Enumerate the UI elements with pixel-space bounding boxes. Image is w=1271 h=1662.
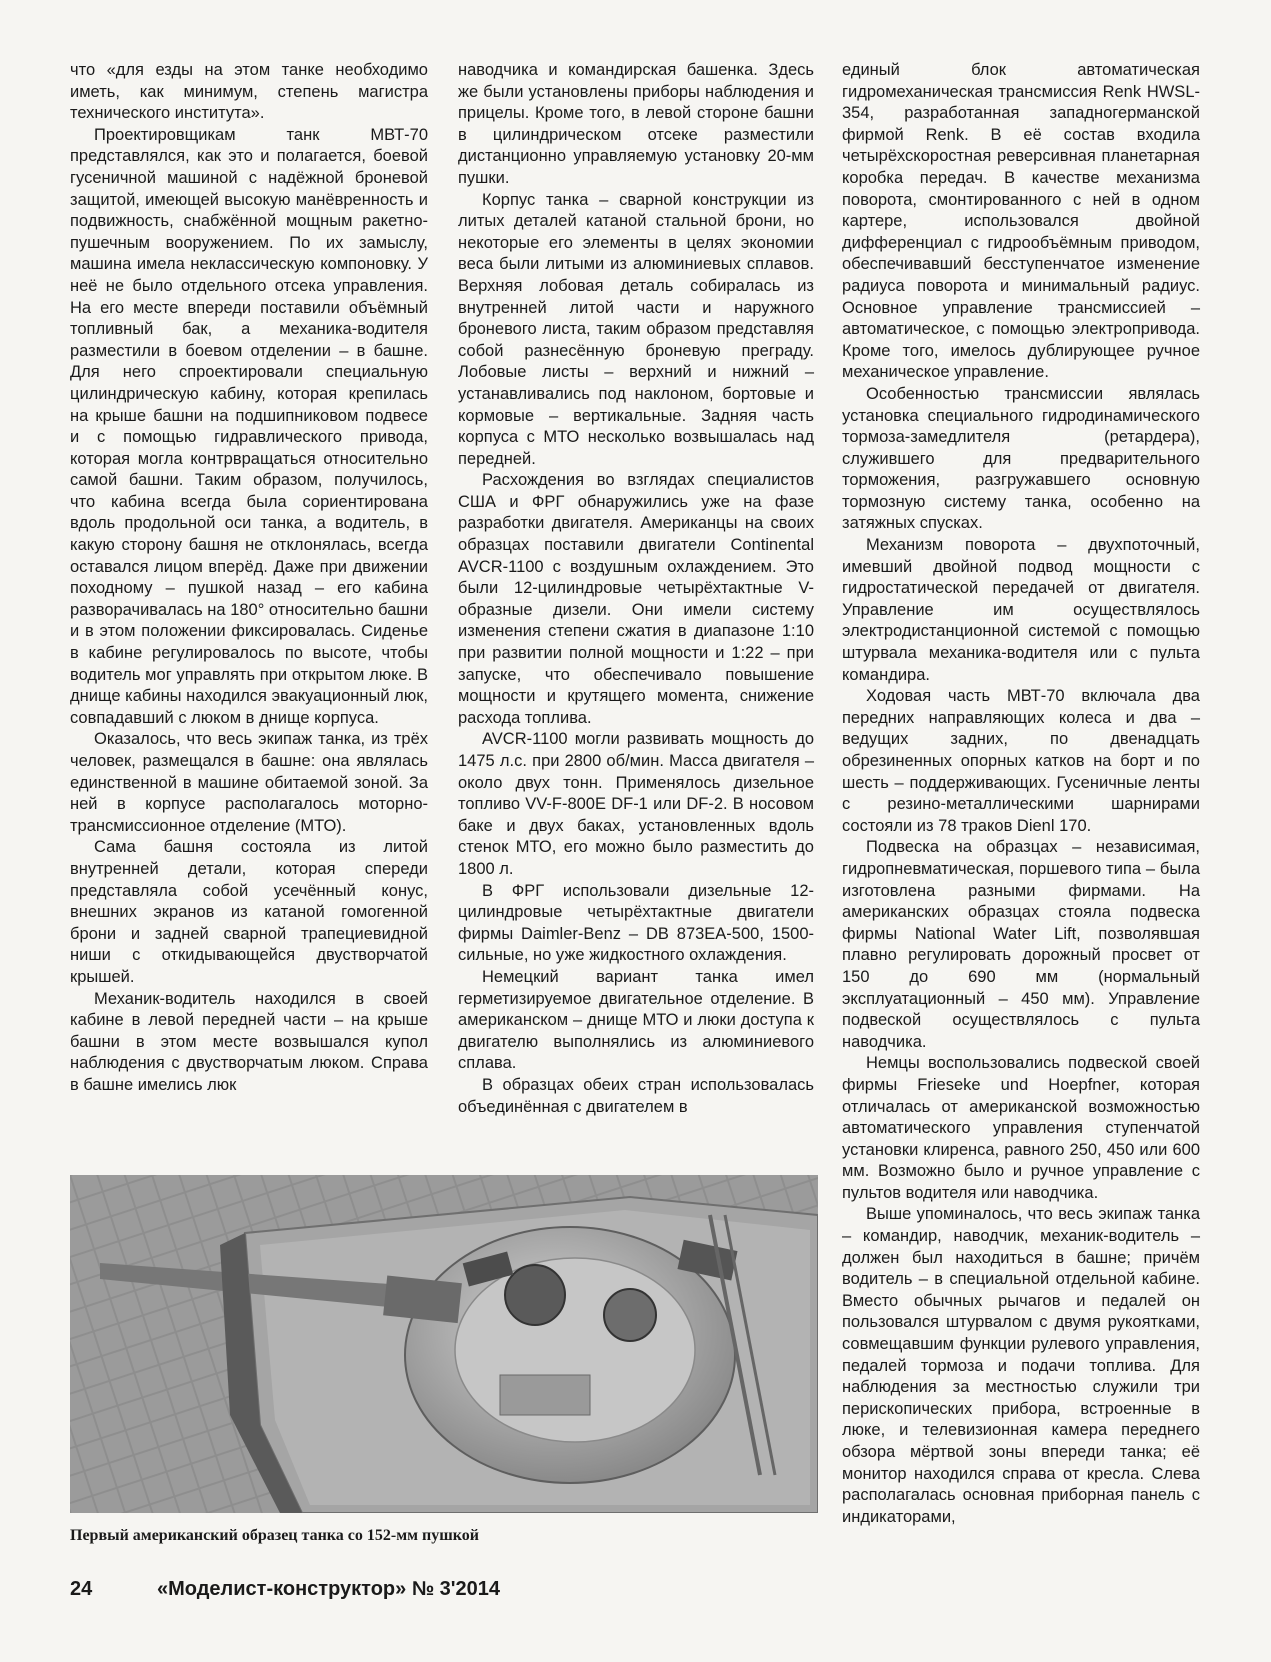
paragraph: Ходовая часть МВТ-70 включала два передних направляющих колеса и два – ведущих задних, по двенадцать обрезиненных опорных катков на борт и по шесть – поддерживающих. Гусеничные ленты с резино-металлическими шарнирами состояли из 78 траков Dienl 170. — [842, 687, 1200, 835]
tank-photo-illustration — [70, 1175, 818, 1513]
paragraph: единый блок автоматическая гидромеханическая трансмиссия Renk HWSL-354, разработанная западногерманской фирмой Renk. В её состав входила четырёхскоростная реверсивная планетарная коробка передач. В качестве механизма поворота, смонтированного с ней в одном картере, использовался двойной дифференциал с гидрообъёмным приводом, обеспечивавший бесступенчатое изменение радиуса поворота и минимальный радиус. Основное управление трансмиссией – автоматическое, с помощью электропривода. Кроме того, имелось дублирующее ручное механическое управление. — [842, 61, 1200, 382]
text-column-2 — [458, 60, 814, 1118]
paragraph: Корпус танка – сварной конструкции из литых деталей катаной стальной брони, но некоторые его элементы в целях экономии веса были литыми из алюминиевых сплавов. Верхняя лобовая деталь собиралась из внутренней литой части и наружного броневого листа, таким образом представляя собой разнесённую броневую преграду. Лобовые листы – верхний и нижний – устанавливались под наклоном, бортовые и кормовые – вертикальные. Задняя часть корпуса с МТО несколько возвышалась над передней. — [458, 190, 814, 468]
photo-caption: Первый американский образец танка со 152-мм пушкой — [70, 1527, 479, 1544]
page-number: 24 — [70, 1578, 93, 1600]
paragraph: Немцы воспользовались подвеской своей фирмы Frieseke und Hoepfner, которая отличалась от американской возможностью автоматического управления ступенчатой установки клиренса, равного 250, 450 или 600 мм. Возможно было и ручное управление с пультов водителя или наводчика. — [842, 1054, 1200, 1202]
magazine-title: «Моделист-конструктор» № 3'2014 — [157, 1578, 501, 1600]
paragraph: наводчика и командирская башенка. Здесь же были установлены приборы наблюдения и прицелы. Кроме того, в левой стороне башни в цилиндрическом отсеке разместили дистанционно управляемую установку 20-мм пушки. — [458, 61, 814, 187]
paragraph: Немецкий вариант танка имел герметизируемое двигательное отделение. В американском – днище МТО и люки доступа к двигателю выполнялись из алюминиевого сплава. — [458, 967, 814, 1073]
paragraph: Расхождения во взглядах специалистов США и ФРГ обнаружились уже на фазе разработки двигателя. Американцы на своих образцах поставили двигатели Continental AVCR-1100 с воздушным охлаждением. Это были 12-цилиндровые четырёхтактные V-образные дизели. Они имели систему изменения степени сжатия в диапазоне 1:10 при развитии полной мощности и 1:22 – при запуске, что обеспечивало повышение мощности и крутящего момента, снижение расхода топлива. — [458, 471, 814, 727]
paragraph: Подвеска на образцах – независимая, гидропневматическая, поршевого типа – была изготовлена разными фирмами. На американских образцах стояла подвеска фирмы National Water Lift, позволявшая плавно регулировать дорожный просвет от 150 до 690 мм (нормальный эксплуатационный – 450 мм). Управление подвеской осуществлялось с пульта наводчика. — [842, 838, 1200, 1051]
paragraph: Механизм поворота – двухпоточный, имевший двойной подвод мощности с гидростатической передачей от двигателя. Управление им осуществлялось электродистанционной системой с помощью штурвала механика-водителя или с пульта командира. — [842, 536, 1200, 684]
text-column-1 — [70, 60, 428, 1097]
paragraph: В ФРГ использовали дизельные 12-цилиндровые четырёхтактные двигатели фирмы Daimler-Benz – DB 873ЕА-500, 1500-сильные, но уже жидкостного охлаждения. — [458, 881, 814, 965]
text-column-3 — [842, 60, 1200, 1528]
paragraph: AVCR-1100 могли развивать мощность до 1475 л.с. при 2800 об/мин. Масса двигателя – около двух тонн. Применялось дизельное топливо VV-F-800E DF-1 или DF-2. В носовом баке и двух баках, установленных вдоль стенок МТО, его можно было разместить до 1800 л. — [458, 730, 814, 878]
paragraph: Оказалось, что весь экипаж танка, из трёх человек, размещался в башне: она являлась единственной в машине обитаемой зоной. За ней в корпусе располагалось моторно-трансмиссионное отделение (МТО). — [70, 730, 428, 835]
paragraph: Особенностью трансмиссии являлась установка специального гидродинамического тормоза-замедлителя (ретардера), служившего для предварительного торможения, разгружавшего основную тормозную систему танка, особенно на затяжных спусках. — [842, 384, 1200, 533]
paragraph: Выше упоминалось, что весь экипаж танка – командир, наводчик, механик-водитель – должен был находиться в башне; причём водитель – в специальной отдельной кабине. Вместо обычных рычагов и педалей он пользовался штурвалом с двумя рукоятками, совмещавшим функции рулевого управления, педалей тормоза и подачи топлива. Для наблюдения за местностью служили три перископических прибора, встроенные в люке, и телевизионная камера переднего обзора мёртвой зоны впереди танка; её монитор находился справа от кресла. Слева располагалась основная приборная панель с индикаторами, — [842, 1205, 1200, 1526]
tank-photo — [70, 1175, 818, 1513]
paragraph: Проектировщикам танк МВТ-70 представлялся, как это и полагается, боевой гусеничной машиной с надёжной броневой защитой, имеющей высокую манёвренность и подвижность, снабжённой мощным ракетно-пушечным вооружением. По их замыслу, машина имела неклассическую компоновку. У неё не было отдельного отсека управления. На его месте впереди поставили объёмный топливный бак, а механика-водителя разместили в боевом отделении – в башне. Для него спроектировали специальную цилиндрическую кабину, которая крепилась на крыше башни на подшипниковом подвесе и с помощью гидравлического привода, которая могла контрвращаться относительно самой башни. Таким образом, получилось, что кабина всегда была сориентирована вдоль продольной оси танка, а водитель, в какую сторону башня не отклонялась, всегда оставался лицом вперёд. Даже при движении походному – пушкой назад – его кабина разворачивалась на 180° относительно башни и в этом положении фиксировалась. Сиденье в кабине регулировалось по высоте, чтобы водитель мог управлять при открытом люке. В днище кабины находился эвакуационный люк, совпадавший с люком в днище корпуса. — [70, 125, 428, 727]
paragraph: что «для езды на этом танке необходимо иметь, как минимум, степень магистра технического института». — [70, 61, 428, 123]
paragraph: Механик-водитель находился в своей кабине в левой передней части – на крыше башни в этом месте возвышался купол наблюдения с двустворчатым люком. Справа в башне имелись люк — [70, 989, 428, 1094]
paragraph: Сама башня состояла из литой внутренней детали, которая спереди представляла собой усечённый конус, внешних экранов из катаной гомогенной брони и задней сварной трапециевидной ниши с откидывающейся двустворчатой крышей. — [70, 838, 428, 986]
paragraph: В образцах обеих стран использовалась объединённая с двигателем в — [458, 1075, 814, 1116]
